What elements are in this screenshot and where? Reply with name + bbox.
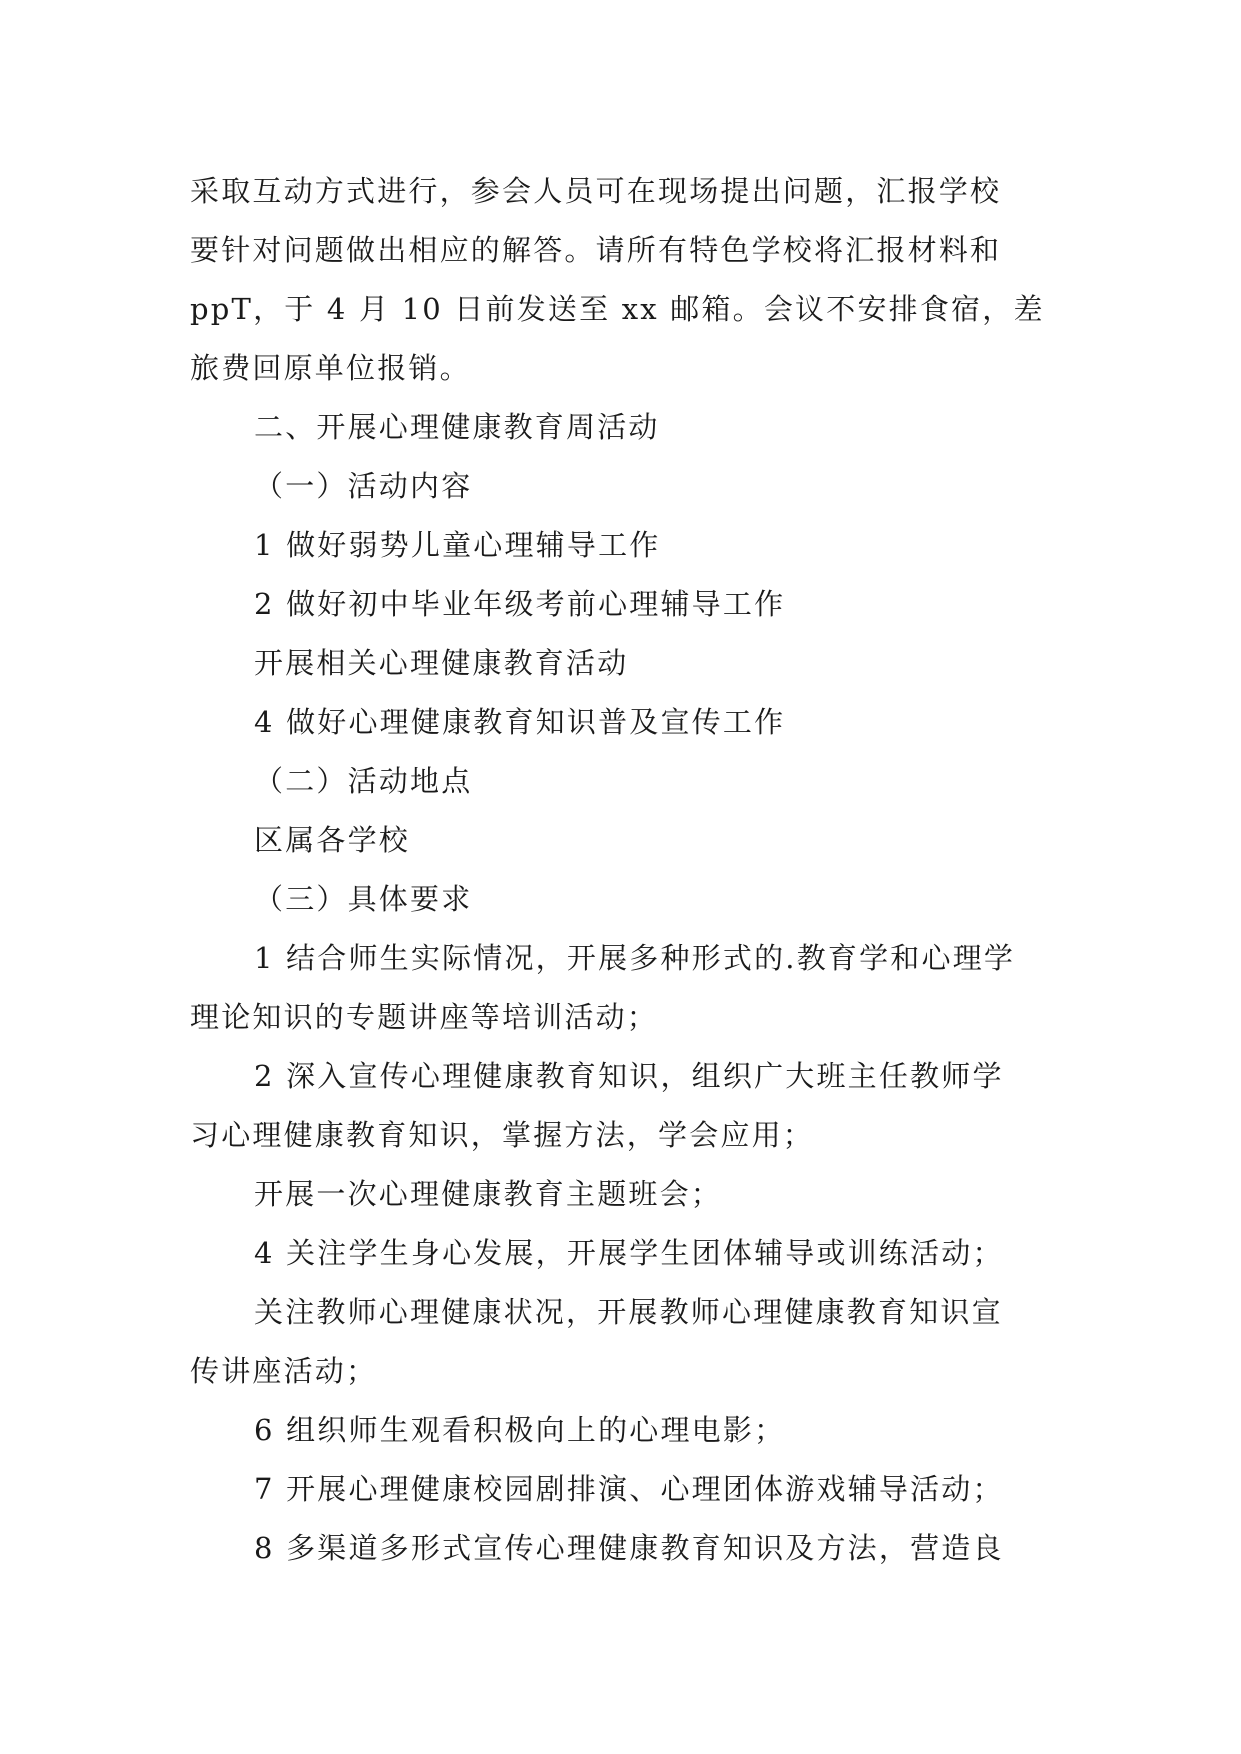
list-item: 8 多渠道多形式宣传心理健康教育知识及方法，营造良 (254, 1531, 1004, 1565)
body-line: ppT，于 4 月 10 日前发送至 xx 邮箱。会议不安排食宿，差 (190, 292, 1045, 326)
document-body (190, 162, 1052, 1578)
list-item: 1 做好弱势儿童心理辅导工作 (254, 528, 661, 562)
list-item: 7 开展心理健康校园剧排演、心理团体游戏辅导活动； (254, 1472, 1004, 1506)
list-item: 2 做好初中毕业年级考前心理辅导工作 (254, 587, 786, 621)
list-item: 关注教师心理健康状况，开展教师心理健康教育知识宣 (254, 1295, 1003, 1329)
section-heading: 二、开展心理健康教育周活动 (254, 410, 660, 444)
subsection-heading: （一）活动内容 (254, 469, 473, 503)
list-item: 6 组织师生观看积极向上的心理电影； (254, 1413, 786, 1447)
list-item: 开展相关心理健康教育活动 (254, 646, 629, 680)
body-line: 区属各学校 (254, 823, 411, 857)
list-item-continuation: 理论知识的专题讲座等培训活动； (190, 1000, 659, 1034)
list-item: 2 深入宣传心理健康教育知识，组织广大班主任教师学 (254, 1059, 1004, 1093)
list-item: 1 结合师生实际情况，开展多种形式的.教育学和心理学 (254, 941, 1016, 975)
list-item-continuation: 传讲座活动； (190, 1354, 378, 1388)
subsection-heading: （二）活动地点 (254, 764, 473, 798)
list-item: 开展一次心理健康教育主题班会； (254, 1177, 723, 1211)
list-item: 4 关注学生身心发展，开展学生团体辅导或训练活动； (254, 1236, 1004, 1270)
list-item-continuation: 习心理健康教育知识，掌握方法，学会应用； (190, 1118, 815, 1152)
body-line: 采取互动方式进行，参会人员可在现场提出问题，汇报学校 (190, 174, 1002, 208)
body-line: 旅费回原单位报销。 (190, 351, 471, 385)
body-line: 要针对问题做出相应的解答。请所有特色学校将汇报材料和 (190, 233, 1002, 267)
subsection-heading: （三）具体要求 (254, 882, 473, 916)
list-item: 4 做好心理健康教育知识普及宣传工作 (254, 705, 786, 739)
